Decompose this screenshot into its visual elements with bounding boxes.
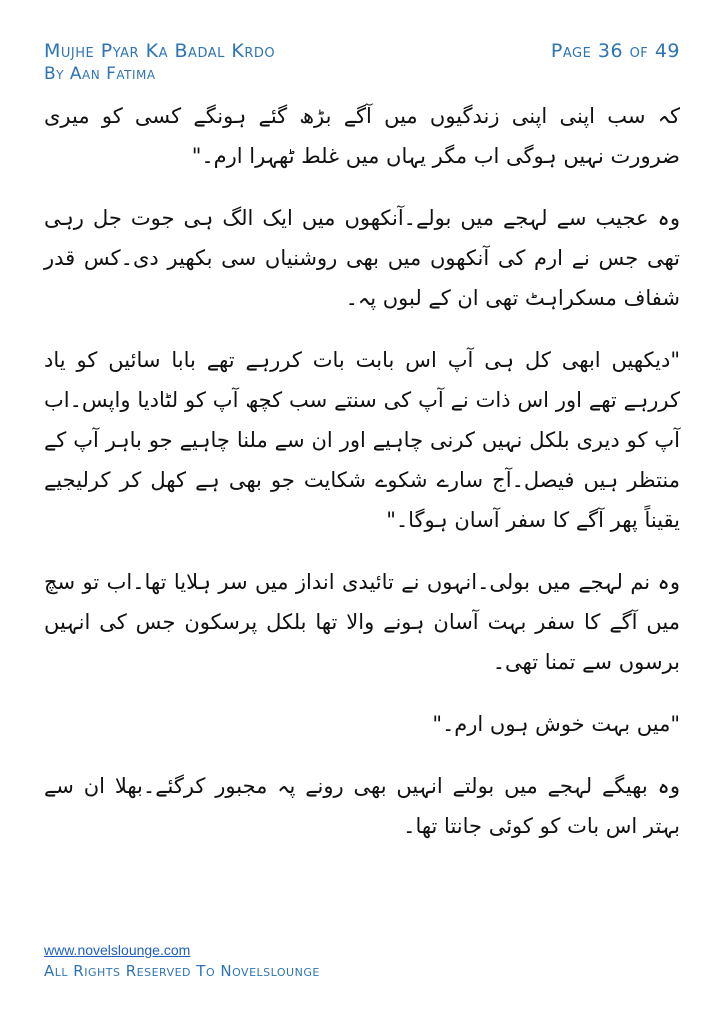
author-line: By Aan Fatima: [44, 64, 156, 84]
rights-notice: All Rights Reserved To Novelslounge: [44, 962, 320, 980]
paragraph-2: وہ عجیب سے لہجے میں بولے۔آنکھوں میں ایک الگ ہی جوت جل رہی تھی جس نے ارم کی آنکھوں میں بھی روشنیاں سی بکھیر دی۔کس قدر شفاف مسکراہٹ تھی ان کے لبوں پہ۔: [44, 206, 680, 310]
story-text: [44, 96, 680, 868]
paragraph-1: کہ سب اپنی اپنی زندگیوں میں آگے بڑھ گئے ہونگے کسی کو میری ضرورت نہیں ہوگی اب مگر یہاں میں غلط ٹھہرا ارم۔": [44, 104, 680, 168]
paragraph-4: وہ نم لہجے میں بولی۔انہوں نے تائیدی انداز میں سر ہلایا تھا۔اب تو سچ میں آگے کا سفر بہت آسان ہونے والا تھا بلکل پرسکون جس کی انہیں برسوں سے تمنا تھی۔: [44, 570, 680, 674]
novel-title: Mujhe Pyar Ka Badal Krdo: [44, 40, 276, 62]
paragraph-5: "میں بہت خوش ہوں ارم۔": [432, 712, 680, 736]
page-number: Page 36 of 49: [550, 40, 680, 62]
paragraph-3: "دیکھیں ابھی کل ہی آپ اس بابت بات کررہے تھے بابا سائیں کو یاد کررہے تھے اور اس ذات نے آپ کی سنتے سب کچھ آپ کو لٹادیا واپس۔اب آپ کو دیری بلکل نہیں کرنی چاہیے اور ان سے ملنا چاہیے جو باہر آپ کے منتظر ہیں فیصل۔آج سارے شکوے شکایت جو بھی ہے کھل کر کرلیجیے یقیناً پھر آگے کا سفر آسان ہوگا۔": [44, 348, 680, 532]
paragraph-6: وہ بھیگے لہجے میں بولتے انہیں بھی رونے پہ مجبور کرگئے۔بھلا ان سے بہتر اس بات کو کوئی جانتا تھا۔: [44, 774, 680, 838]
website-link[interactable]: www.novelslounge.com: [44, 942, 191, 958]
